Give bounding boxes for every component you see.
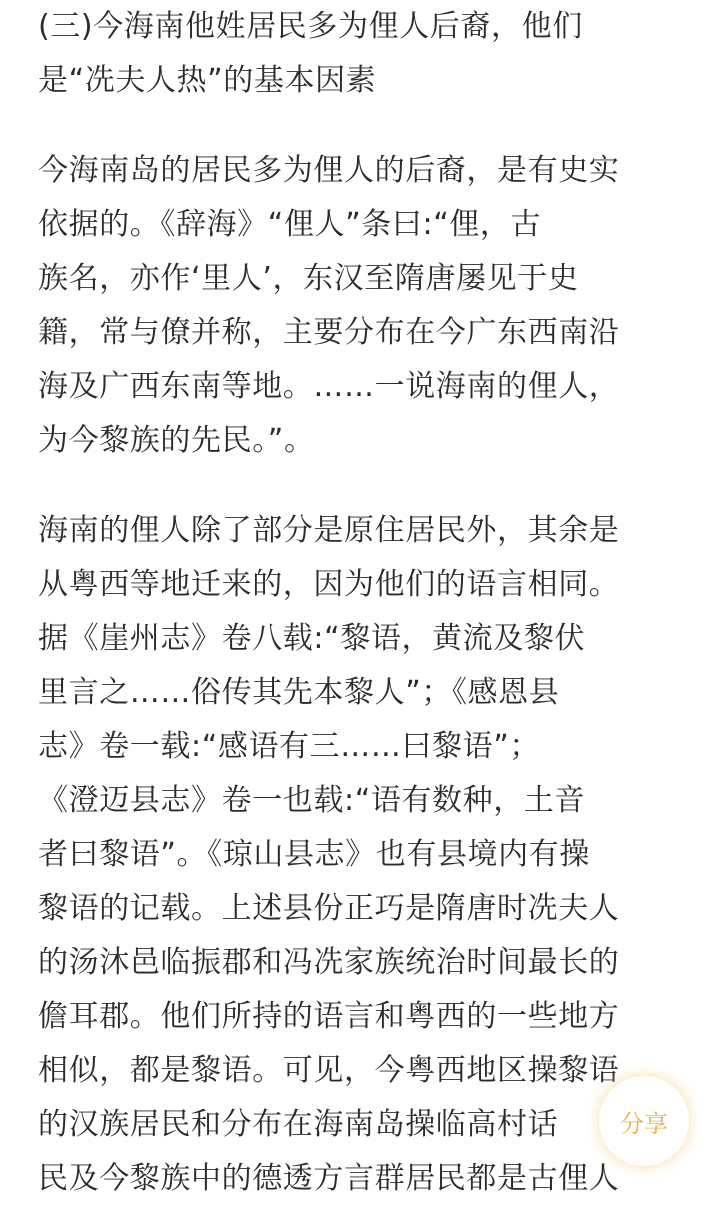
section-heading: [38, 0, 688, 108]
heading-line: (三)今海南他姓居民多为俚人后裔，他们: [38, 9, 583, 44]
text-line: 者曰黎语”。《琼山县志》也有县境内有操: [38, 837, 590, 872]
text-line: 民及今黎族中的德透方言群居民都是古俚人: [38, 1161, 620, 1196]
text-line: 里言之……俗传其先本黎人”；《感恩县: [38, 675, 560, 710]
share-button[interactable]: [599, 1076, 689, 1166]
text-line: 为今黎族的先民。”。: [38, 423, 315, 458]
paragraph-2: [38, 468, 688, 1206]
text-line: 依据的。《辞海》“俚人”条曰:“俚，古: [38, 207, 542, 242]
text-line: 籍，常与僚并称，主要分布在今广东西南沿: [38, 315, 620, 350]
text-line: 儋耳郡。他们所持的语言和粤西的一些地方: [38, 999, 620, 1034]
text-line: 从粤西等地迁来的，因为他们的语言相同。: [38, 567, 620, 602]
text-line: 相似，都是黎语。可见，今粤西地区操黎语: [38, 1053, 620, 1088]
heading-line: 是“冼夫人热”的基本因素: [38, 63, 377, 98]
share-button-label: 分享: [620, 1109, 668, 1138]
text-line: 黎语的记载。上述县份正巧是隋唐时冼夫人: [38, 891, 620, 926]
text-line: 海南的俚人除了部分是原住居民外，其余是: [38, 513, 620, 548]
text-line: 的汉族居民和分布在海南岛操临高村话: [38, 1107, 559, 1142]
text-line: 的汤沐邑临振郡和冯冼家族统治时间最长的: [38, 945, 620, 980]
text-line: 《澄迈县志》卷一也载:“语有数种，土音: [38, 783, 586, 818]
paragraph-1: [38, 108, 688, 468]
text-line: 今海南岛的居民多为俚人的后裔，是有史实: [38, 153, 620, 188]
text-line: 志》卷一载:“感语有三……曰黎语”；: [38, 729, 540, 764]
article-body: [38, 0, 688, 1206]
text-line: 据《崖州志》卷八载:“黎语，黄流及黎伏: [38, 621, 586, 656]
text-line: 海及广西东南等地。……一说海南的俚人，: [38, 369, 620, 404]
text-line: 族名，亦作‘里人’，东汉至隋唐屡见于史: [38, 261, 579, 296]
